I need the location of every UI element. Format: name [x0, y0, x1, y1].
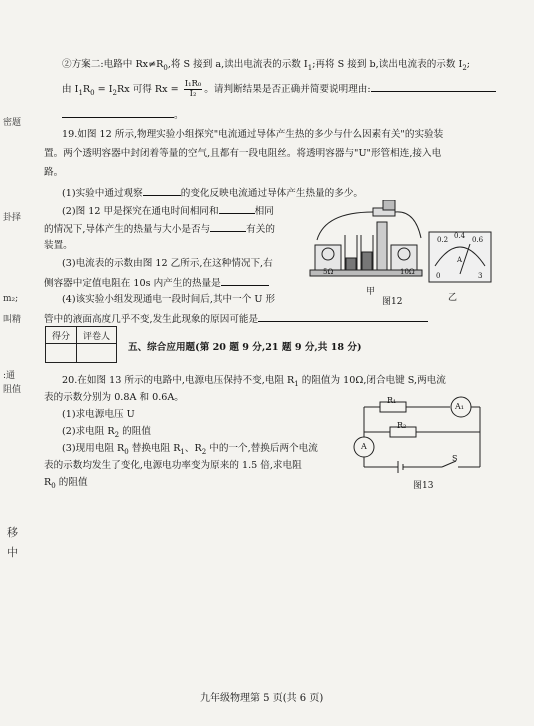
r1-label: R₁	[387, 396, 397, 405]
right-resistor-label: 10Ω	[400, 268, 415, 276]
q19-part4-line1: (4)该实验小组发现通电一段时间后,其中一个 U 形	[62, 294, 276, 305]
q19-part2-line3: 装置。	[44, 240, 73, 251]
figure-12-jia-label: 甲	[366, 287, 376, 297]
r2-label: R₂	[397, 421, 407, 430]
q19-part2-line1: (2)图 12 甲是探究在通电时间相同和 相同	[62, 203, 274, 218]
q20-stem-1: 20.在如图 13 所示的电路中,电源电压保持不变,电阻 $R_1$ 的阻值为 10Ω,闭合电键 S,两电流	[62, 375, 446, 388]
q19-part3-line2: 侧容器中定值电阻在 10s 内产生的热量是	[44, 275, 269, 290]
q20-part3-line2: 表的示数均发生了变化,电源电功率变为原来的 1.5 倍,求电阻	[44, 460, 302, 471]
q20-part1: (1)求电源电压 U	[62, 409, 135, 420]
q18-plan2-line: ②方案二:电路中 $Rx\ne R_0$,将 S 接到 a,读出电流表的示数 $I_1$;再将 S 接到 b,读出电流表的示数 $I_2$;	[62, 59, 471, 72]
q20-part3-line3: $R_0$ 的阻值	[44, 477, 88, 490]
ammeter-a-label: A	[361, 442, 367, 451]
ammeter-a1-label: A₁	[455, 402, 464, 411]
grader-header: 评卷人	[77, 327, 117, 344]
figure-13-caption: 图13	[413, 481, 434, 491]
q20-part2: (2)求电阻 $R_2$ 的阻值	[62, 426, 151, 439]
margin-text-1: 密题	[3, 118, 22, 128]
q19-stem-3: 路。	[44, 167, 64, 178]
ammeter-unit: A	[457, 256, 463, 264]
margin-text-6: 阻值	[3, 385, 22, 395]
q19-part3-line1: (3)电流表的示数由图 12 乙所示,在这种情况下,右	[62, 258, 273, 269]
margin-text-4: 叫精	[3, 315, 22, 325]
ammeter-tick-02: 0.2	[437, 236, 449, 244]
q19-part1: (1)实验中通过观察 的变化反映电流通过导体产生热量的多少。	[62, 185, 363, 200]
q18-answer-line: 。	[62, 107, 184, 122]
ammeter-tick-04: 0.4	[454, 232, 466, 240]
section-5-title: 五、综合应用题(第 20 题 9 分,21 题 9 分,共 18 分)	[128, 342, 362, 353]
score-box	[45, 326, 117, 363]
score-header: 得分	[46, 327, 77, 344]
q19-stem-2: 置。两个透明容器中封闭着等量的空气,且都有一段电阻丝。将透明容器与"U"形管相连,接入电	[44, 148, 442, 159]
left-resistor-label: 5Ω	[323, 268, 334, 276]
switch-s-label: S	[452, 454, 458, 463]
q20-stem-2: 表的示数分别为 0.8A 和 0.6A。	[44, 392, 184, 403]
margin-text-7: 移	[7, 526, 18, 539]
ammeter-terminal-left: 0	[436, 272, 441, 280]
page-footer: 九年级物理第 5 页(共 6 页)	[200, 693, 324, 704]
margin-text-5: :通	[3, 371, 16, 381]
q20-part3-line1: (3)现用电阻 $R_0$ 替换电阻 $R_1$、$R_2$ 中的一个,替换后两个电流	[62, 443, 318, 456]
figure-13-circuit	[350, 395, 490, 475]
ammeter-terminal-right: 3	[478, 272, 483, 280]
figure-12-caption: 图12	[382, 297, 403, 307]
margin-text-2: 卦择	[3, 213, 22, 223]
margin-text-8: 中	[7, 546, 18, 559]
q19-stem-1: 19.如图 12 所示,物理实验小组探究"电流通过导体产生热的多少与什么因素有关"的实验装	[62, 129, 444, 140]
figure-12-yi-label: 乙	[448, 293, 458, 303]
q19-part4-line2: 管中的液面高度几乎不变,发生此现象的原因可能是	[44, 311, 428, 326]
rx-fraction: $\frac{\text{I₁R₀}}{\text{I₂}}$	[184, 79, 202, 99]
q19-part2-line2: 的情况下,导体产生的热量与大小是否与 有关的	[44, 221, 275, 236]
ammeter-tick-06: 0.6	[472, 236, 484, 244]
q18-formula-line: 由 $I_1R_0 = I_2Rx$ 可得 Rx = $\frac{\text{I₁R₀}}{\text{I₂}}$ 。请判断结果是否正确并简要说明理由:	[62, 80, 496, 100]
margin-text-3: m₂;	[3, 294, 19, 304]
